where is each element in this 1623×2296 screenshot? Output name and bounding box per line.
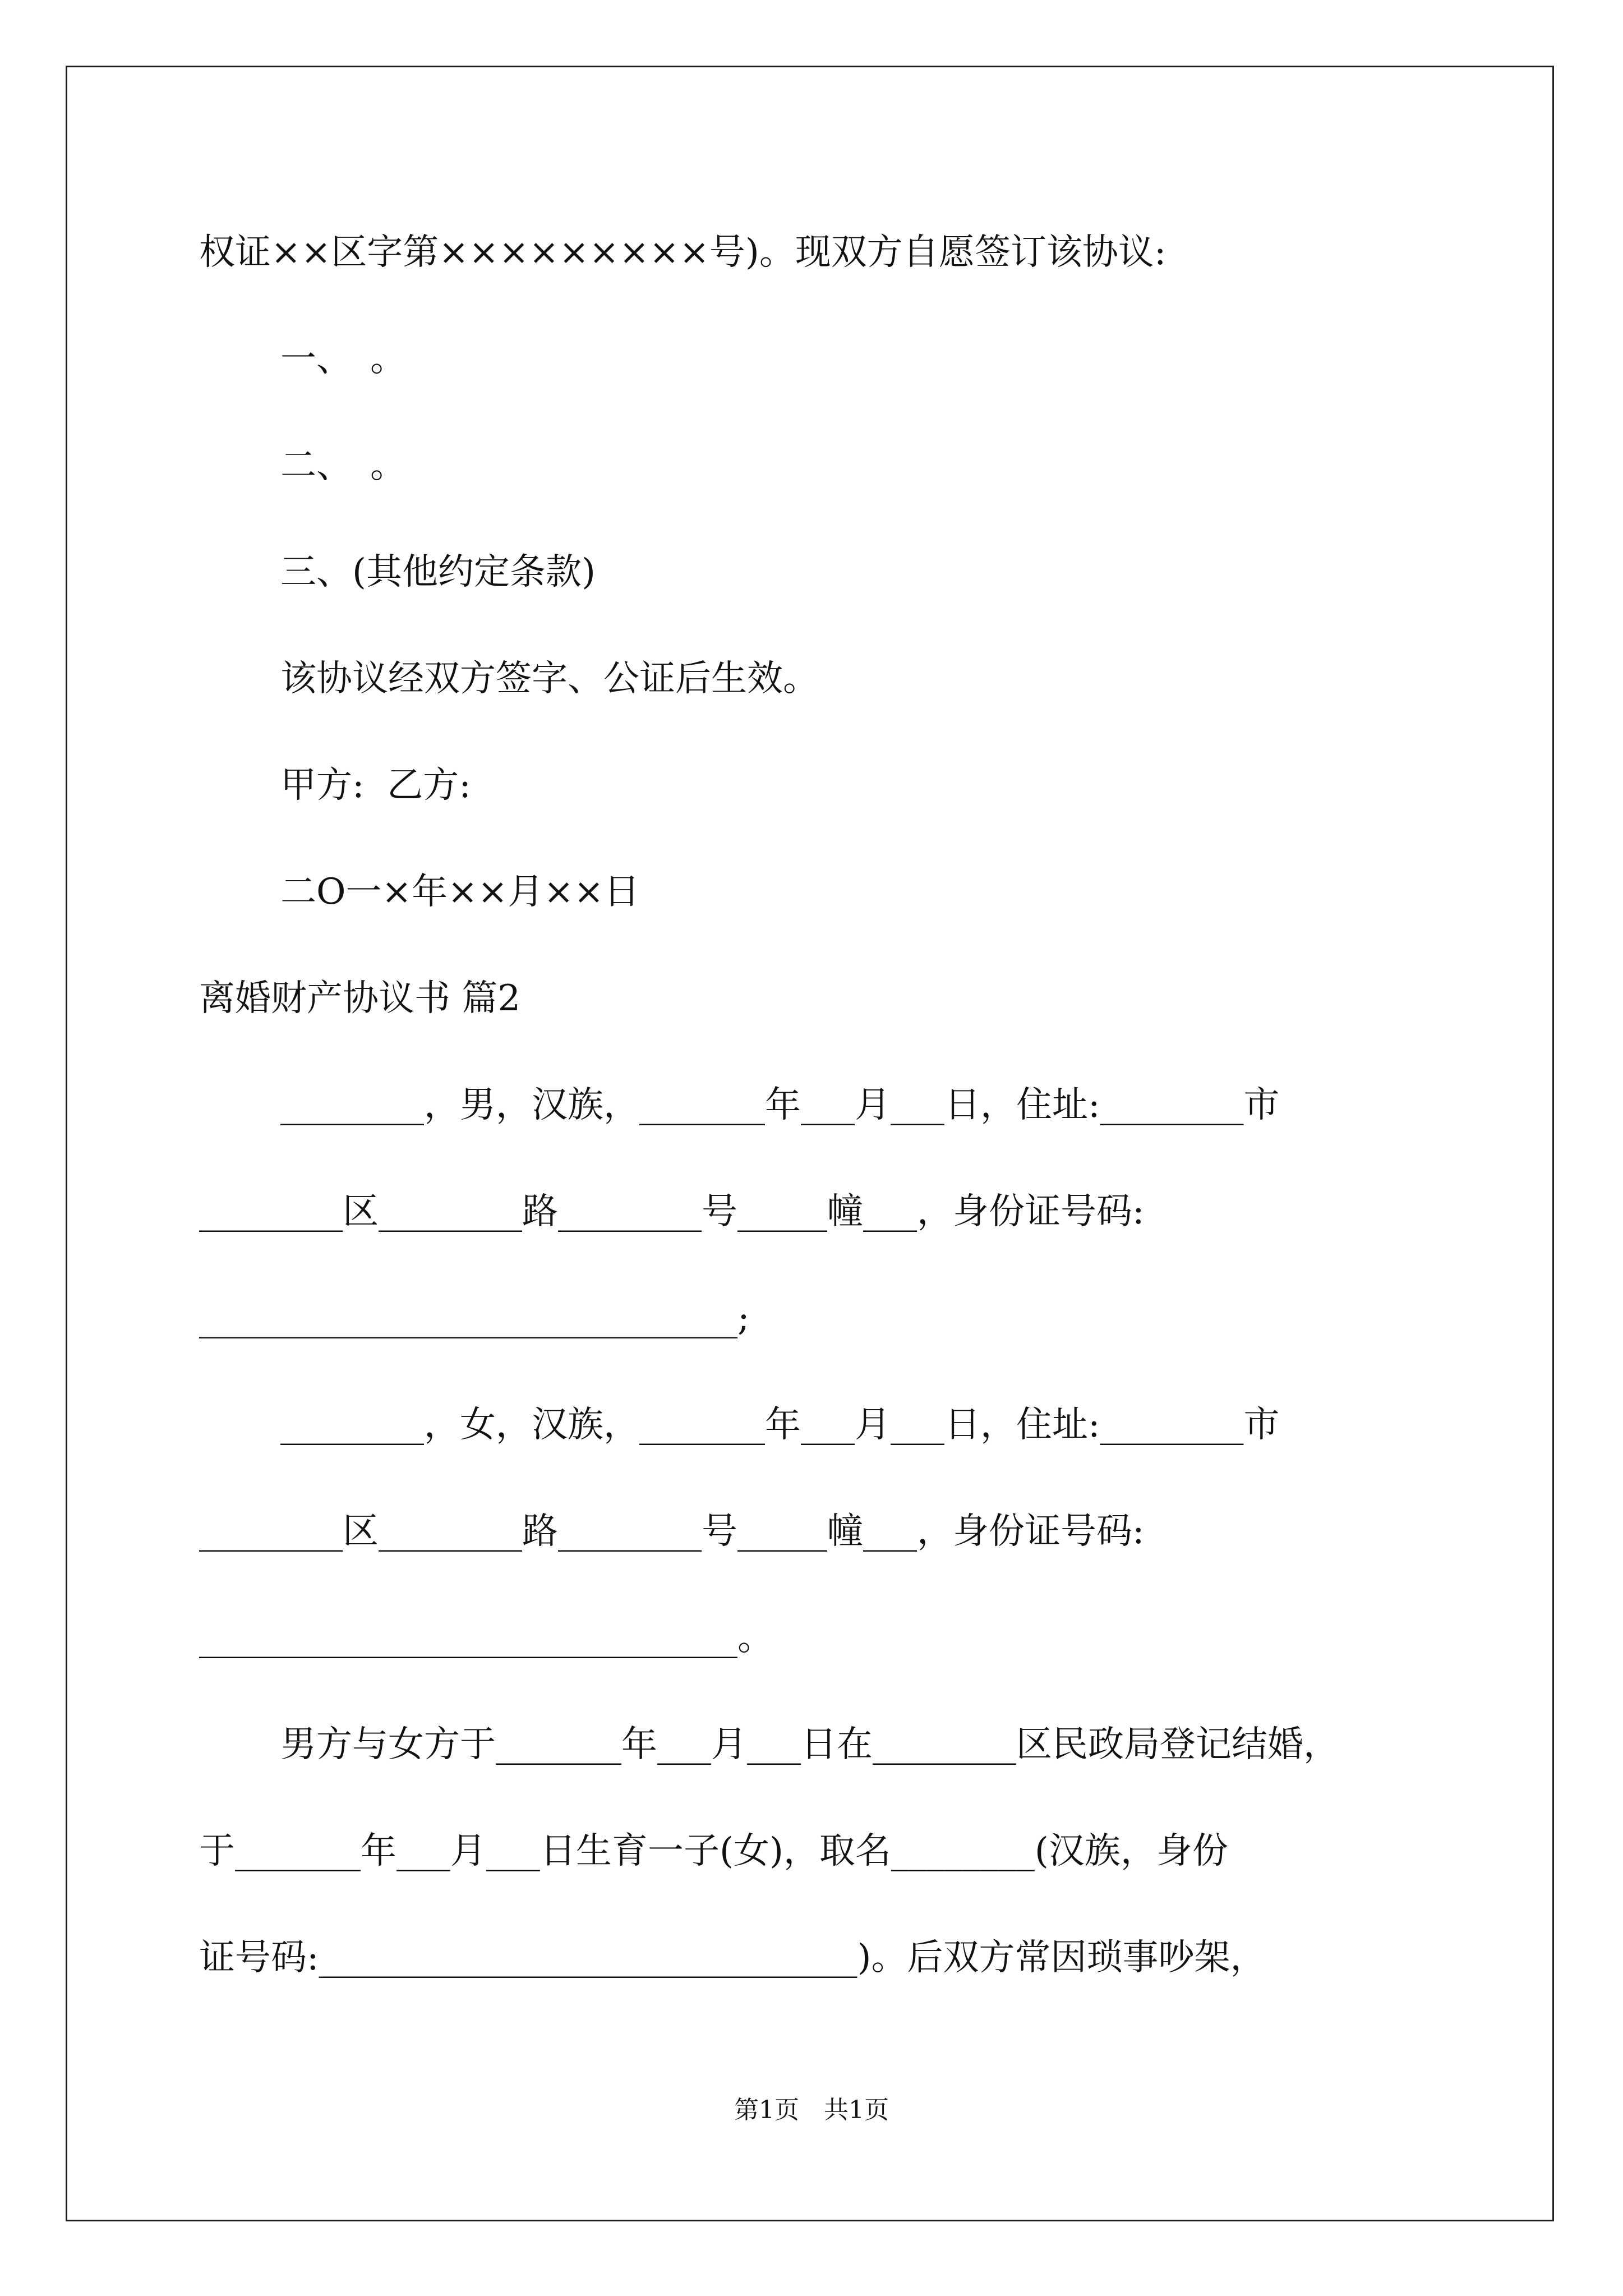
clause-one: 一、 。: [280, 338, 406, 380]
female-id-line: ______________________________。: [199, 1617, 773, 1659]
section-heading: 离婚财产协议书 篇2: [199, 978, 521, 1019]
text-line: 权证××区字第×××××××××号)。现双方自愿签订该协议:: [199, 232, 1166, 273]
marriage-line: 男方与女方于_______年___月___日在________区民政局登记结婚，: [280, 1724, 1339, 1765]
effect-statement: 该协议经双方签字、公证后生效。: [280, 658, 819, 700]
female-party-line: ________，女，汉族，_______年___月___日，住址:________市: [280, 1404, 1280, 1446]
male-party-line: ________，男，汉族，_______年___月___日，住址:________市: [280, 1084, 1280, 1126]
female-address-line: ________区________路________号_____幢___，身份证号码:: [199, 1511, 1145, 1552]
child-line: 于_______年___月___日生育一子(女)，取名________(汉族，身份: [199, 1830, 1228, 1872]
page-number: 第1页 共1页: [734, 2096, 889, 2124]
dispute-line: 证号码:______________________________)。后双方常因琐事吵架，: [199, 1937, 1266, 1978]
male-id-line: ______________________________;: [199, 1297, 750, 1339]
signature-line: 甲方: 乙方:: [280, 765, 471, 806]
clause-three: 三、(其他约定条款): [280, 551, 596, 593]
clause-two: 二、 。: [280, 445, 406, 486]
male-address-line: ________区________路________号_____幢___，身份证号码:: [199, 1191, 1145, 1232]
date-line: 二O一×年××月××日: [280, 871, 640, 913]
